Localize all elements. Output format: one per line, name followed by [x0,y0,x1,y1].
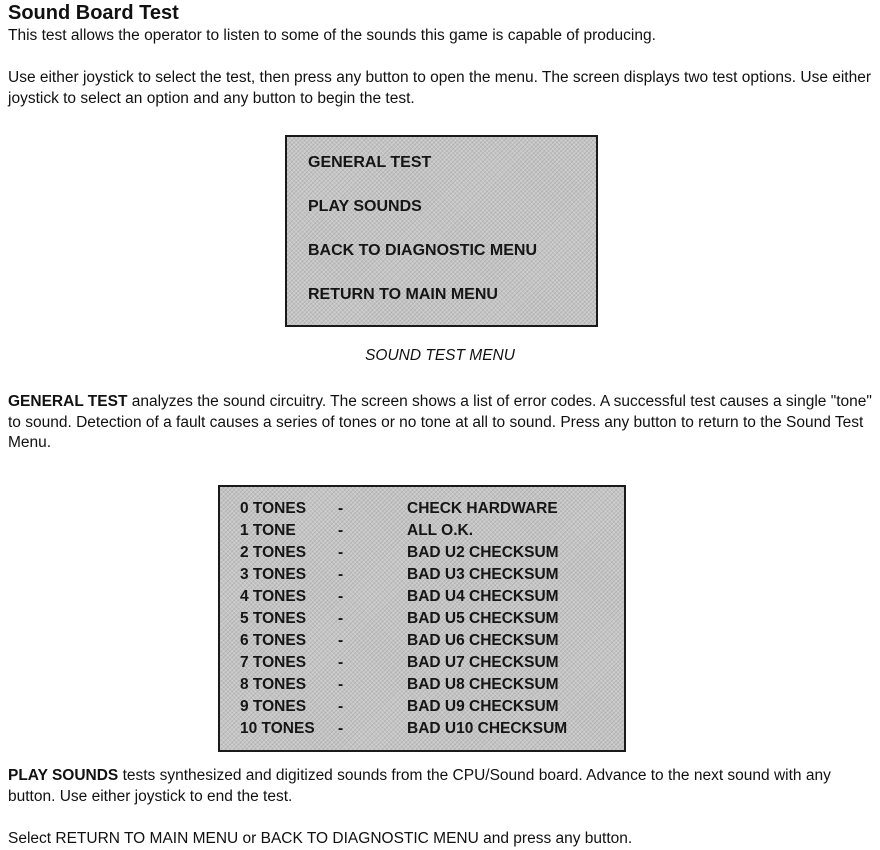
tone-dash: - [338,676,344,693]
tone-count: 0 TONES [240,500,307,517]
tone-count: 1 TONE [240,522,296,539]
instructions-paragraph: Use either joystick to select the test, then press any button to open the menu. The screen displays two test options. Use either joystick to select an option and any button to begin the test. [8,69,872,107]
tone-row [240,654,620,676]
tone-message: BAD U9 CHECKSUM [407,698,559,715]
general-test-paragraph [8,392,874,454]
menu-item-play-sounds: PLAY SOUNDS [308,198,422,215]
play-sounds-paragraph [8,766,874,807]
tone-dash: - [338,632,344,649]
tone-message: BAD U3 CHECKSUM [407,566,559,583]
tone-dash: - [338,500,344,517]
play-sounds-text: tests synthesized and digitized sounds from the CPU/Sound board. Advance to the next sound with any button. Use either joystick to end the test. [8,767,831,805]
tone-dash: - [338,720,344,737]
tone-row [240,500,620,522]
tone-dash: - [338,698,344,715]
tone-message: CHECK HARDWARE [407,500,558,517]
tone-message: BAD U6 CHECKSUM [407,632,559,649]
tone-count: 6 TONES [240,632,307,649]
tone-row [240,698,620,720]
tone-dash: - [338,544,344,561]
menu-caption: SOUND TEST MENU [365,347,515,364]
tone-codes-screen [218,485,626,752]
tone-count: 3 TONES [240,566,307,583]
intro-paragraph: This test allows the operator to listen to some of the sounds this game is capable of producing. [8,27,656,44]
tone-message: ALL O.K. [407,522,474,539]
menu-item-back-to-diagnostic-menu: BACK TO DIAGNOSTIC MENU [308,242,538,259]
tone-dash: - [338,566,344,583]
tone-row [240,544,620,566]
tone-message: BAD U7 CHECKSUM [407,654,559,671]
tone-row [240,720,620,742]
tone-dash: - [338,522,344,539]
tone-dash: - [338,610,344,627]
tone-count: 7 TONES [240,654,307,671]
tone-dash: - [338,654,344,671]
general-test-text: analyzes the sound circuitry. The screen shows a list of error codes. A successful test causes a single "tone" to sound. Detection of a fault causes a series of tones or no tone at all to sound. Press any button to return to the Sound Test Menu. [8,393,872,451]
menu-item-general-test: GENERAL TEST [308,154,432,171]
tone-row [240,610,620,632]
tone-message: BAD U5 CHECKSUM [407,610,559,627]
tone-count: 4 TONES [240,588,307,605]
tone-row [240,522,620,544]
sound-test-menu-screen [285,135,598,327]
tone-message: BAD U10 CHECKSUM [407,720,568,737]
tone-row [240,566,620,588]
tone-message: BAD U8 CHECKSUM [407,676,559,693]
tone-dash: - [338,588,344,605]
tone-count: 5 TONES [240,610,307,627]
tone-message: BAD U2 CHECKSUM [407,544,559,561]
tone-count: 9 TONES [240,698,307,715]
menu-item-return-to-main-menu: RETURN TO MAIN MENU [308,286,498,303]
general-test-term: GENERAL TEST [8,393,128,410]
tone-count: 2 TONES [240,544,307,561]
tone-message: BAD U4 CHECKSUM [407,588,559,605]
tone-row [240,676,620,698]
tone-count: 10 TONES [240,720,315,737]
tone-row [240,632,620,654]
tone-count: 8 TONES [240,676,307,693]
section-heading: Sound Board Test [8,2,179,24]
play-sounds-term: PLAY SOUNDS [8,767,119,784]
closing-paragraph: Select RETURN TO MAIN MENU or BACK TO DIAGNOSTIC MENU and press any button. [8,830,633,847]
tone-row [240,588,620,610]
